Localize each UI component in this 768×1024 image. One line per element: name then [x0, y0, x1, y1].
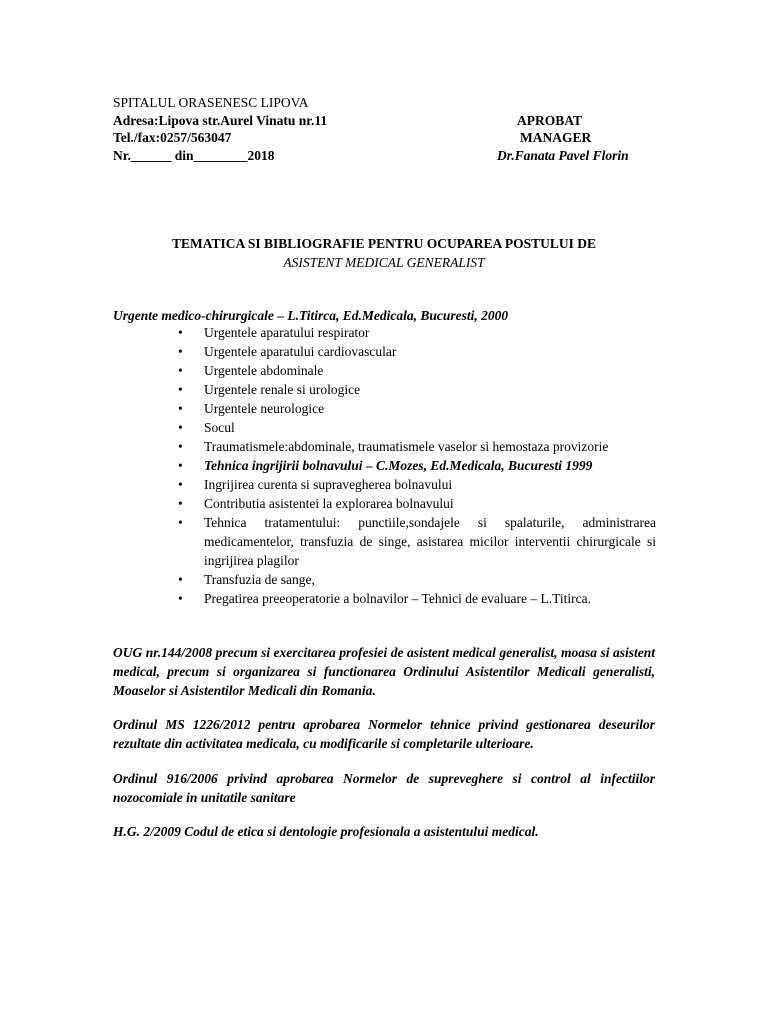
bullet-icon: •: [178, 515, 183, 530]
list-item: • Ingrijirea curenta si supravegherea bolnavului: [178, 477, 453, 492]
list-item: • Pregatirea preeoperatorie a bolnavilor – Tehnici de evaluare – L.Titirca.: [178, 591, 592, 606]
bullet-icon: •: [178, 363, 183, 378]
bullet-icon: •: [178, 477, 183, 492]
list-item: • Urgentele aparatului respirator: [178, 325, 370, 340]
bullet-icon: •: [178, 382, 183, 397]
reference-paragraph: OUG nr.144/2008 precum si exercitarea profesiei de asistent medical generalist, moasa si asistent medical, precum si organizarea si functionarea Ordinului Asistentilor Medicali generalisti, Moaselor si Asistentilor Medicali din Romania.: [113, 645, 655, 698]
document-title: TEMATICA SI BIBLIOGRAFIE PENTRU OCUPAREA POSTULUI DE: [171, 236, 597, 251]
bullet-icon: •: [178, 325, 183, 340]
bullet-icon: •: [178, 591, 183, 606]
bullet-icon: •: [178, 458, 183, 473]
list-item: • Urgentele aparatului cardiovascular: [178, 344, 397, 359]
list-item: • Tehnica tratamentului: punctiile,sondajele si spalaturile, administrarea medicamentelor, transfuzia de singe, asistarea micilor interventii chirurgicale si ingrijirea plagilor: [178, 515, 656, 568]
hospital-phone: Tel./fax:0257/563047: [113, 130, 232, 145]
approval-manager: MANAGER: [520, 130, 592, 145]
list-item: • Contributia asistentei la explorarea bolnavului: [178, 496, 454, 511]
list-item: • Urgentele renale si urologice: [178, 382, 361, 397]
bullet-icon: •: [178, 496, 183, 511]
list-item: • Urgentele neurologice: [178, 401, 325, 416]
list-item: • Transfuzia de sange,: [178, 572, 315, 587]
document-number: Nr.______ din________2018: [113, 148, 275, 163]
section-title: Urgente medico-chirurgicale – L.Titirca, Ed.Medicala, Bucuresti, 2000: [113, 308, 509, 323]
list-item: • Urgentele abdominale: [178, 363, 324, 378]
list-item: • Socul: [178, 420, 235, 435]
bullet-icon: •: [178, 401, 183, 416]
document-subtitle: ASISTENT MEDICAL GENERALIST: [283, 255, 485, 270]
bullet-icon: •: [178, 572, 183, 587]
bullet-icon: •: [178, 344, 183, 359]
bullet-icon: •: [178, 420, 183, 435]
hospital-name: SPITALUL ORASENESC LIPOVA: [113, 95, 309, 110]
reference-paragraph: Ordinul MS 1226/2012 pentru aprobarea Normelor tehnice privind gestionarea deseurilor rezultate din activitatea medicala, cu modificarile si completarile ulterioare.: [113, 717, 655, 751]
approval-label: APROBAT: [517, 113, 583, 128]
bullet-icon: •: [178, 439, 183, 454]
reference-paragraph: H.G. 2/2009 Codul de etica si dentologie profesionala a asistentului medical.: [113, 824, 539, 839]
hospital-address: Adresa:Lipova str.Aurel Vinatu nr.11: [113, 113, 328, 128]
topic-list: [178, 323, 656, 608]
approval-director: Dr.Fanata Pavel Florin: [497, 148, 629, 163]
list-item-subheading: • Tehnica ingrijirii bolnavului – C.Mozes, Ed.Medicala, Bucuresti 1999: [178, 458, 593, 473]
reference-paragraph: Ordinul 916/2006 privind aprobarea Normelor de supreveghere si control al infectiilor nozocomiale in unitatile sanitare: [113, 771, 655, 805]
list-item: • Traumatismele:abdominale, traumatismele vaselor si hemostaza provizorie: [178, 439, 609, 454]
